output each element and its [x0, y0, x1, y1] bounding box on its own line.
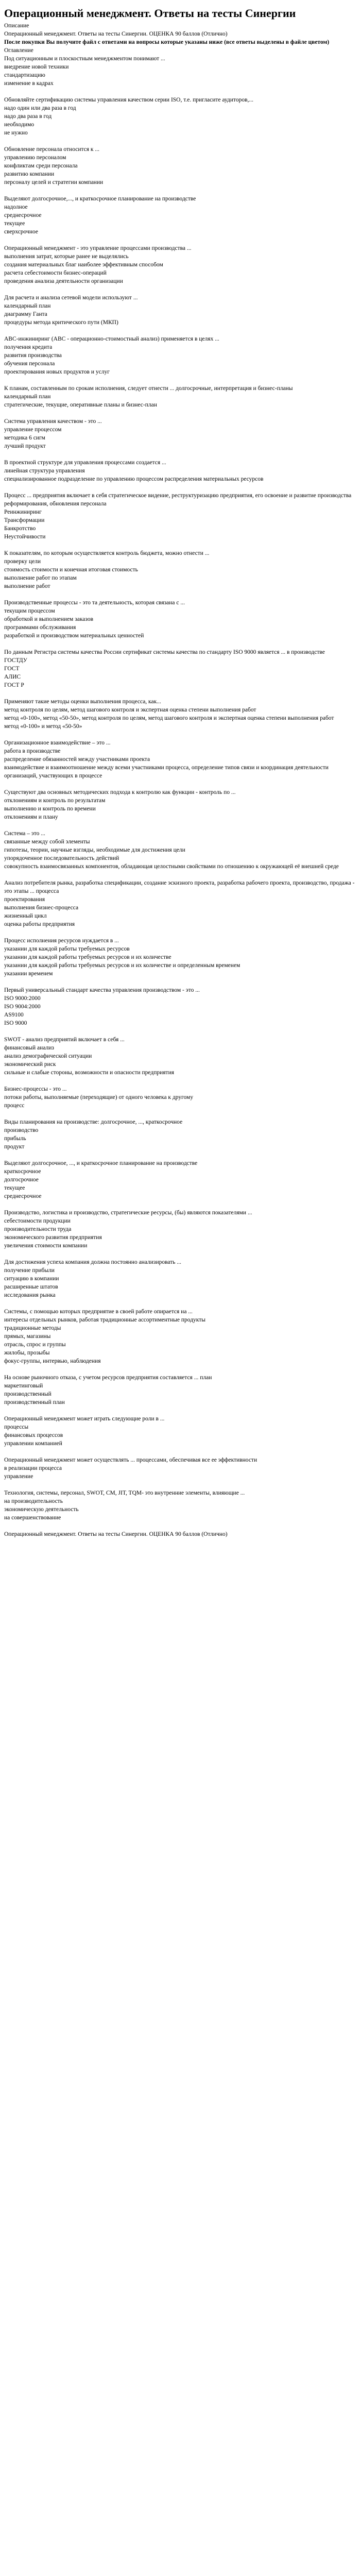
text-line: интересы отдельных рынков, работая традиционные ассортиментные продукты	[4, 1317, 205, 1323]
blank-line	[4, 780, 357, 788]
text-line: метод контроля по целям, метод шагового контроля и экспертная оценка степени выполнения работ	[4, 707, 256, 713]
text-line: указании для каждой работы требуемых ресурсов	[4, 946, 130, 952]
blank-line	[4, 187, 357, 195]
text-line: ГОСТ Р	[4, 682, 24, 688]
text-line: метод «0-100», метод «50-50», метод контроля по целям, метод шагового контроля и экспертная оценка степени выполнения работ	[4, 715, 334, 721]
blank-line	[4, 640, 357, 648]
text-line: ISO 9004:2000	[4, 1004, 41, 1010]
text-line: методика 6 сигм	[4, 435, 45, 441]
blank-line	[4, 1250, 357, 1258]
blank-line	[4, 1077, 357, 1085]
text-line: Обновление персонала относится к ...	[4, 146, 100, 152]
text-line: жизненный цикл	[4, 913, 47, 919]
text-line: проведения анализа деятельности организации	[4, 278, 123, 284]
text-line: долгосрочное	[4, 1177, 39, 1183]
blank-line	[4, 541, 357, 549]
text-line: Выделяют долгосрочное,..., и краткосрочное планирование на производстве	[4, 196, 196, 202]
blank-line	[4, 590, 357, 599]
blank-line	[4, 978, 357, 986]
text-line: ГОСТ	[4, 666, 20, 672]
text-line: процесс	[4, 1103, 25, 1109]
text-line: Операционный менеджмент - это управление процессами производства ...	[4, 245, 192, 251]
text-line: управлении компанией	[4, 1440, 62, 1447]
text-line: AS9100	[4, 1012, 24, 1018]
text-line: выполнение работ по этапам	[4, 575, 77, 581]
text-line: Операционный менеджмент. Ответы на тесты Синергии. ОЦЕНКА 90 баллов (Отлично)	[4, 1531, 228, 1537]
text-line: традиционные методы	[4, 1325, 61, 1331]
text-line: необходимо	[4, 122, 35, 128]
text-line: среднесрочное	[4, 1193, 42, 1199]
text-line: среднесрочное	[4, 212, 42, 218]
text-line: Для расчета и анализа сетевой модели используют ...	[4, 295, 138, 301]
text-line: анализ демографической ситуации	[4, 1053, 92, 1059]
text-line: указании временем	[4, 971, 53, 977]
text-line: Описание	[4, 23, 29, 29]
text-line: Процесс исполнения ресурсов нуждается в ...	[4, 938, 119, 944]
text-line: календарный план	[4, 394, 51, 400]
blank-line	[4, 327, 357, 335]
text-line: Организационное взаимодействие – это ...	[4, 740, 111, 746]
text-line: сверхсрочное	[4, 229, 38, 235]
text-line: программами обслуживания	[4, 624, 76, 631]
text-line: персоналу целей и стратегии компании	[4, 179, 104, 185]
text-line: маркетинговый	[4, 1383, 43, 1389]
text-line: краткосрочное	[4, 1168, 41, 1175]
text-line: АВС-инжиниринг (АВС - операционно-стоимостный анализ) применяется в целях ...	[4, 336, 219, 342]
text-line: Бизнес-процессы - это ...	[4, 1086, 67, 1092]
text-line: реформирования, обновления персонала	[4, 501, 107, 507]
text-line: проверку цели	[4, 558, 41, 565]
text-line: экономический риск	[4, 1061, 56, 1067]
text-line: внедрение новой техники	[4, 64, 69, 70]
blank-line	[4, 1200, 357, 1209]
text-line: изменение в кадрах	[4, 80, 54, 87]
text-line: связанные между собой элементы	[4, 839, 90, 845]
text-line: Система – это ...	[4, 831, 45, 837]
text-line: стоимость стоимости и конечная итоговая стоимость	[4, 567, 138, 573]
text-line: отклонениям и плану	[4, 814, 58, 820]
blank-line	[4, 236, 357, 244]
blank-line	[4, 689, 357, 698]
blank-line	[4, 1406, 357, 1415]
text-line: отклонениям и контроль по результатам	[4, 798, 106, 804]
text-line: получение прибыли	[4, 1267, 55, 1274]
text-line: управлению персоналом	[4, 155, 66, 161]
text-line: К планам, составленным по срокам исполнения, следует отнести ... долгосрочные, интерпретация и бизнес-планы	[4, 385, 293, 392]
blank-line	[4, 871, 357, 879]
text-line: развития производства	[4, 352, 62, 359]
text-line: себестоимости продукции	[4, 1218, 71, 1224]
text-line: процедуры метода критического пути (МКП)	[4, 319, 118, 326]
text-line: упорядоченное последовательность действий	[4, 855, 119, 861]
text-line: АЛИС	[4, 674, 21, 680]
text-line: указании для каждой работы требуемых ресурсов и их количестве и определенным временем	[4, 962, 240, 969]
blank-line	[4, 1448, 357, 1456]
text-line: оценка работы предприятия	[4, 921, 75, 927]
text-line: специализированное подразделение по управлению процессом распределения материальных ресурсов	[4, 476, 264, 482]
text-line: производительности труда	[4, 1226, 72, 1232]
text-line: работа в производстве	[4, 748, 61, 754]
blank-line	[4, 137, 357, 145]
blank-line	[4, 1522, 357, 1530]
blank-line	[4, 409, 357, 417]
text-line: на производительность	[4, 1498, 63, 1504]
text-line: линейная структура управления	[4, 468, 85, 474]
blank-line	[4, 483, 357, 492]
text-line: исследования рынка	[4, 1292, 56, 1298]
text-line: Банкротство	[4, 526, 36, 532]
text-line: Процесс ... предприятия включает в себя стратегическое видение, реструктуризацию предприятия, его освоение и развитие производства	[4, 493, 352, 499]
text-line: производство	[4, 1127, 39, 1133]
blank-line	[4, 1027, 357, 1036]
text-line: расширенные штатов	[4, 1284, 58, 1290]
text-line: К показателям, по которым осуществляется контроль бюджета, можно отнести ...	[4, 550, 210, 556]
text-line: Производственные процессы - это та деятельность, которая связана с ...	[4, 600, 185, 606]
text-line: финансовый анализ	[4, 1045, 54, 1051]
blank-line	[4, 1481, 357, 1489]
blank-line	[4, 928, 357, 937]
text-line: календарный план	[4, 303, 51, 309]
text-line: По данным Регистра системы качества России сертификат системы качества по стандарту ISO 9000 является ... в производстве	[4, 649, 325, 655]
blank-line	[4, 88, 357, 96]
text-line: выполнения затрат, которые ранее не выделялись	[4, 253, 129, 260]
text-line: Операционный менеджмент может осуществлять ... процессами, обеспечивая все ее эффективности	[4, 1457, 257, 1463]
blank-line	[4, 1299, 357, 1308]
text-line: Оглавление	[4, 47, 33, 54]
blank-line	[4, 1151, 357, 1159]
text-line: разработкой и производством материальных ценностей	[4, 633, 144, 639]
text-line: Существуют два основных методических подхода к контролю как функции - контроль по ...	[4, 789, 236, 795]
text-line: метод «0-100» и метод «50-50»	[4, 723, 82, 730]
text-line: Производство, логистика и производство, стратегические ресурсы, (бы) являются показателями ...	[4, 1210, 252, 1216]
text-line: Реинжиниринг	[4, 509, 42, 515]
text-line: увеличения стоимости компании	[4, 1243, 88, 1249]
text-line: На основе рыночного отказа, с учетом ресурсов предприятия составляется ... план	[4, 1375, 212, 1381]
page-title: Операционный менеджмент. Ответы на тесты Синергии	[4, 7, 296, 20]
text-line: фокус-группы, интервью, наблюдения	[4, 1358, 101, 1364]
text-line: Под ситуационным и плоскостным менеджментом понимают ...	[4, 56, 165, 62]
text-line: взаимодействие и взаимоотношение между всеми участниками процесса, определение типов связи и координация деятельности организаций, участвующих в процессе	[4, 765, 330, 779]
text-line: ISO 9000	[4, 1020, 27, 1026]
blank-line	[4, 1110, 357, 1118]
text-line: Система управления качеством - это ...	[4, 418, 102, 425]
text-line: Системы, с помощью которых предприятие в своей работе опирается на ...	[4, 1309, 193, 1315]
text-line: указании для каждой работы требуемых ресурсов и их количестве	[4, 954, 171, 960]
text-line: распределение обязанностей между участниками проекта	[4, 756, 150, 762]
text-line: текущее	[4, 1185, 25, 1191]
text-line: проектирования	[4, 896, 45, 903]
text-line: жилобы, прозыбы	[4, 1350, 50, 1356]
text-line: Технология, системы, персонал, SWOT, СМ, JIT, TQM- это внутренние элементы, влияющие ...	[4, 1490, 245, 1496]
text-line: Обновляйте сертификацию системы управления качеством серии ISO, т.е. пригласите аудиторов,...	[4, 97, 254, 103]
text-line: экономического развития предприятия	[4, 1234, 102, 1241]
text-line: В проектной структуре для управления процессами создается ...	[4, 460, 166, 466]
text-line: стандартизацию	[4, 72, 45, 78]
text-line: ISO 9000:2000	[4, 995, 41, 1002]
text-line: развитию компании	[4, 171, 55, 177]
text-line: надолное	[4, 204, 28, 210]
text-line: не нужно	[4, 130, 28, 136]
blank-line	[4, 731, 357, 739]
text-line: в реализации процесса	[4, 1465, 62, 1471]
text-line: Применяют такие методы оценки выполнения процесса, как...	[4, 699, 161, 705]
text-line: Трансформации	[4, 517, 45, 523]
text-line: совокупность взаимосвязанных компонентов, обладающая целостными свойствами по отношению к окружающей её внешней среде	[4, 863, 339, 870]
text-line: надо два раза в год	[4, 113, 52, 120]
text-line: создания материальных благ наиболее эффективным способом	[4, 262, 163, 268]
text-line: текущим процессом	[4, 608, 55, 614]
text-line: производственный план	[4, 1399, 65, 1405]
text-line: Неустойчивости	[4, 534, 46, 540]
blank-line	[4, 1365, 357, 1374]
text-line: Операционный менеджмент. Ответы на тесты Синергии. ОЦЕНКА 90 баллов (Отлично)	[4, 31, 228, 37]
text-line: лучший продукт	[4, 443, 46, 449]
text-line: расчета себестоимости бизнес-операций	[4, 270, 107, 276]
text-line: выполнения бизнес-процесса	[4, 905, 79, 911]
text-line: обучения персонала	[4, 361, 55, 367]
text-line: экономическую деятельность	[4, 1506, 79, 1513]
text-line: Анализ потребителя рынка, разработка спецификации, создание эскизного проекта, разработка рабочего проекта, производство, продажа - это этапы ... процесса	[4, 880, 356, 894]
text-line: получения кредита	[4, 344, 53, 350]
text-line: SWOT - анализ предприятий включает в себя ...	[4, 1037, 125, 1043]
text-line: ГОСТДУ	[4, 657, 27, 664]
text-line: управление процессом	[4, 427, 62, 433]
text-line: прямых, магазины	[4, 1333, 51, 1340]
text-line: Операционный менеджмент может играть следующие роли в ...	[4, 1416, 165, 1422]
text-line: прибыль	[4, 1136, 26, 1142]
text-line: потоки работы, выполняемые (переходящие) от одного человека к другому	[4, 1094, 194, 1100]
text-line: продукт	[4, 1144, 25, 1150]
blank-line	[4, 285, 357, 294]
text-line: конфликтам среди персонала	[4, 163, 78, 169]
blank-line	[4, 450, 357, 459]
blank-line	[4, 821, 357, 829]
text-line: диаграмму Ганта	[4, 311, 47, 317]
text-line: Виды планирования на производстве: долгосрочное, ..., краткосрочное	[4, 1119, 183, 1125]
text-line: проектирования новых продуктов и услуг	[4, 369, 110, 375]
blank-line	[4, 376, 357, 384]
text-line: текущее	[4, 221, 25, 227]
document-body	[4, 22, 357, 1538]
text-line: ситуацию в компании	[4, 1276, 59, 1282]
text-line: обработкой и выполнением заказов	[4, 616, 94, 622]
text-line: выполнению и контроль по времени	[4, 806, 96, 812]
text-line: сильные и слабые стороны, возможности и опасности предприятия	[4, 1070, 175, 1076]
text-line: стратегические, текущие, оперативные планы и бизнес-план	[4, 402, 157, 408]
text-line: производственный	[4, 1391, 51, 1397]
text-line: выполнение работ	[4, 583, 50, 589]
text-line: финансовых процессов	[4, 1432, 63, 1438]
text-line: После покупки Вы получите файл с ответами на вопросы которые указаны ниже (все ответы выделены в файле цветом)	[4, 39, 330, 45]
text-line: гипотезы, теории, научные взгляды, необходимые для достижения цели	[4, 847, 185, 853]
text-line: отрасль, спрос и группы	[4, 1342, 66, 1348]
text-line: Для достижения успеха компания должна постоянно анализировать ...	[4, 1259, 181, 1265]
text-line: управление	[4, 1473, 33, 1480]
text-line: процессы	[4, 1424, 29, 1430]
text-line: надо один или два раза в год	[4, 105, 76, 111]
text-line: Первый универсальный стандарт качества управления производством - это ...	[4, 987, 200, 993]
text-line: на совершенствование	[4, 1515, 61, 1521]
text-line: Выделяют долгосрочное, ..., и краткосрочное планирование на производстве	[4, 1160, 198, 1166]
